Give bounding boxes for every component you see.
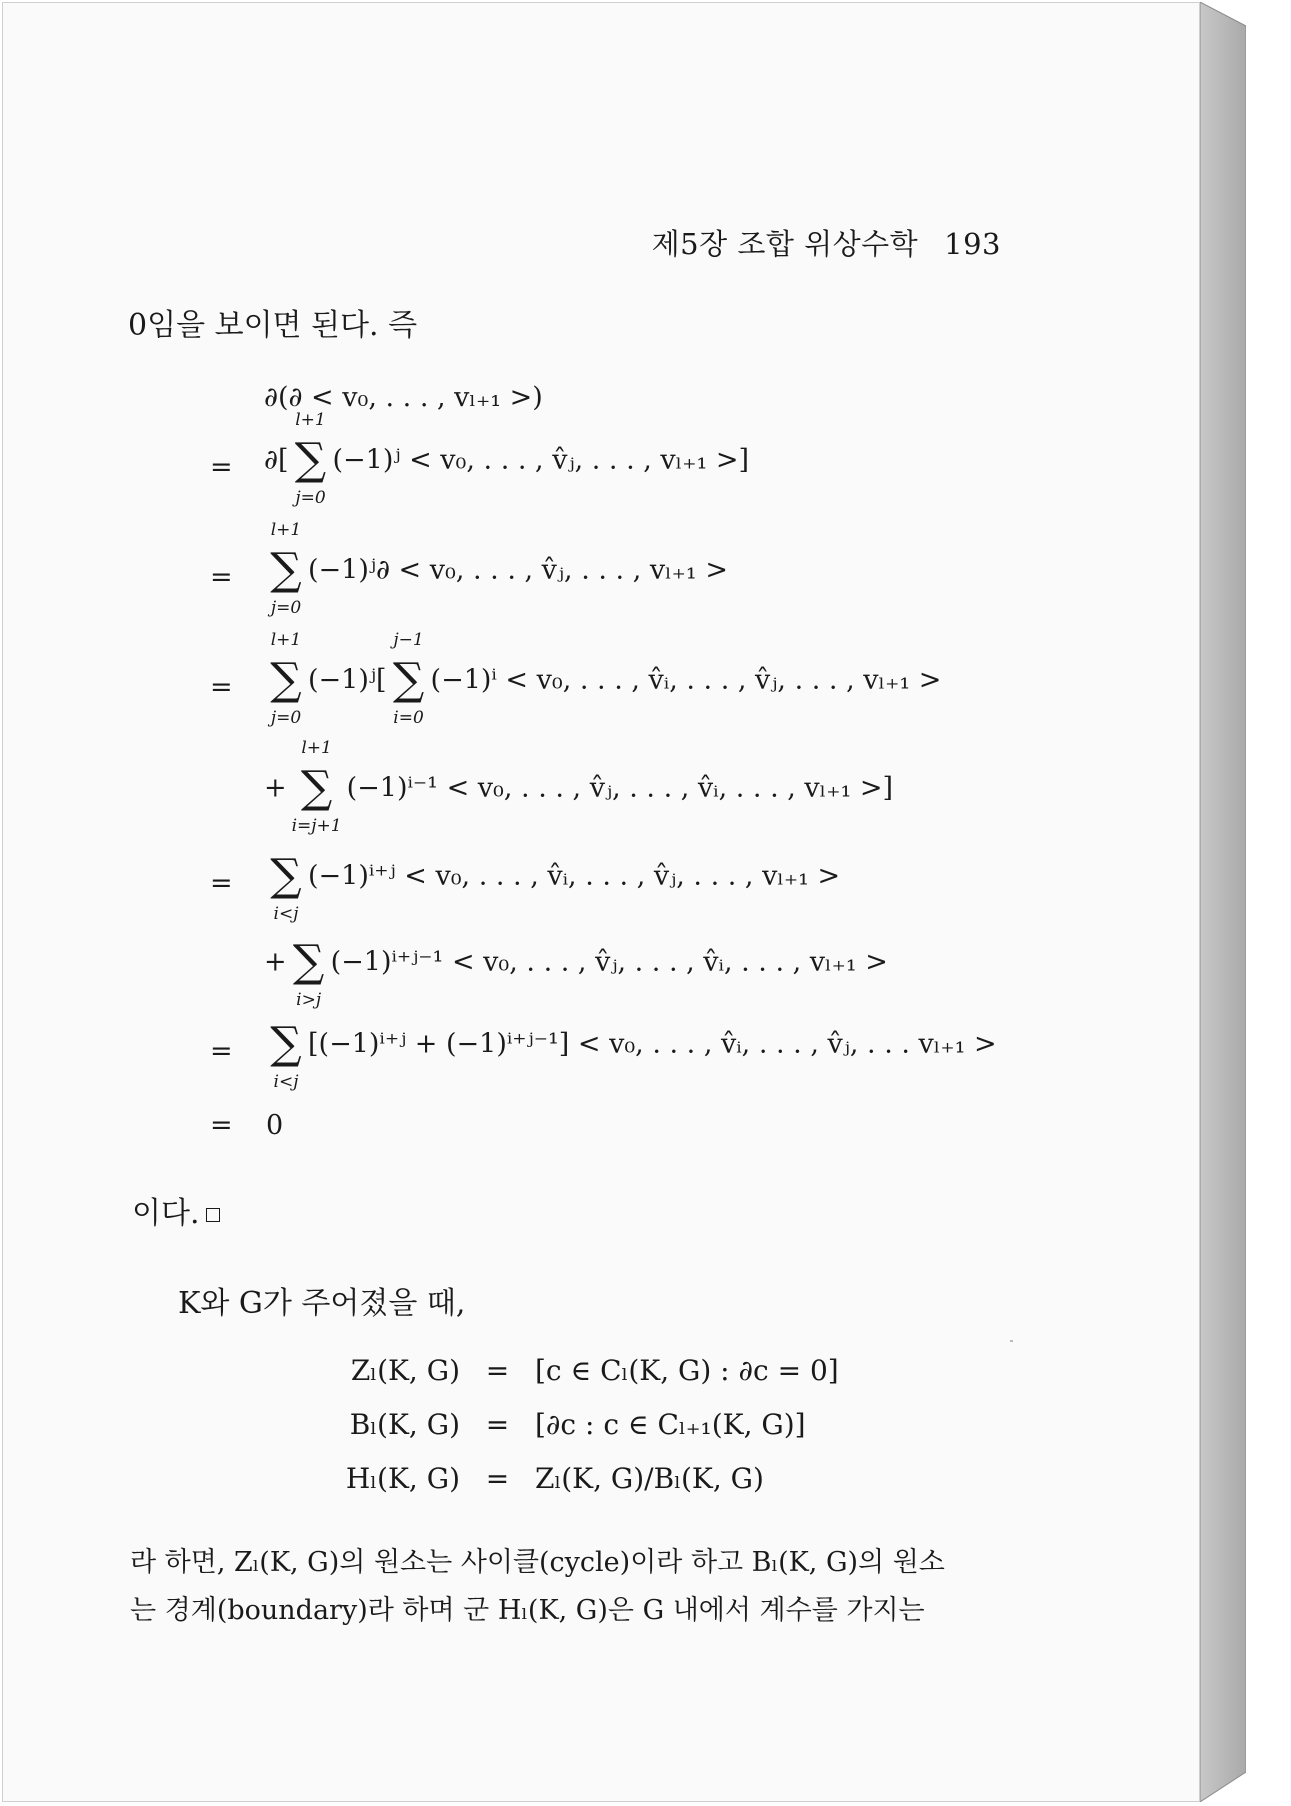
- sigma-symbol: ∑: [294, 434, 327, 485]
- qed-square-icon: [206, 1208, 220, 1222]
- derivation-line-6: [264, 936, 888, 1010]
- book-page: [2, 2, 1200, 1802]
- equals-sign-7: =: [210, 1036, 233, 1067]
- sum-lower-limit: i=0: [393, 708, 424, 728]
- paper-speck: [1010, 1340, 1013, 1342]
- line3-post: (−1)ⁱ < v₀, . . . , v̂ᵢ, . . . , v̂ⱼ, . . . , vₗ₊₁ >: [430, 664, 942, 696]
- line1-pre: ∂[: [264, 444, 289, 476]
- sum-upper-limit: l+1: [301, 738, 332, 758]
- line1-post: (−1)ʲ < v₀, . . . , v̂ⱼ, . . . , vₗ₊₁ >]: [332, 444, 750, 476]
- line2-post: (−1)ʲ∂ < v₀, . . . , v̂ⱼ, . . . , vₗ₊₁ >: [308, 554, 728, 586]
- sum-lower-limit: i<j: [273, 904, 299, 924]
- page-number: 193: [944, 227, 1001, 261]
- def-lhs: Bₗ(K, G): [349, 1408, 460, 1441]
- def-op: =: [485, 1462, 510, 1495]
- sigma-symbol: ∑: [270, 850, 302, 901]
- line7-post: [(−1)ⁱ⁺ʲ + (−1)ⁱ⁺ʲ⁻¹] < v₀, . . . , v̂ᵢ, . . . , v̂ⱼ, . . . vₗ₊₁ >: [308, 1028, 997, 1060]
- definition-row-b: [325, 1408, 806, 1441]
- def-rhs: Zₗ(K, G)/Bₗ(K, G): [535, 1462, 764, 1495]
- closing-line-2: 는 경계(boundary)라 하며 군 Hₗ(K, G)은 G 내에서 계수를 가지는: [130, 1595, 925, 1626]
- summation-1: [289, 410, 333, 508]
- summation-4: [287, 738, 347, 836]
- equals-sign-2: =: [210, 562, 233, 593]
- line3-mid: (−1)ʲ[: [308, 664, 387, 696]
- sum-upper-limit: l+1: [270, 520, 302, 540]
- def-op: =: [485, 1408, 510, 1441]
- chapter-title: 제5장 조합 위상수학: [651, 227, 919, 261]
- sigma-symbol: ∑: [270, 1018, 302, 1069]
- sigma-symbol: ∑: [392, 654, 425, 705]
- sum-upper-limit: j−1: [393, 630, 424, 650]
- line4-post: (−1)ⁱ⁻¹ < v₀, . . . , v̂ⱼ, . . . , v̂ᵢ, . . . , vₗ₊₁ >]: [346, 772, 894, 804]
- derivation-line-0: ∂(∂ < v₀, . . . , vₗ₊₁ >): [264, 382, 543, 413]
- sigma-symbol: ∑: [300, 762, 333, 813]
- given-text: K와 G가 주어졌을 때,: [178, 1286, 466, 1321]
- derivation-line-1: [264, 410, 750, 508]
- sigma-symbol: ∑: [270, 654, 302, 705]
- def-lhs: Hₗ(K, G): [345, 1462, 460, 1495]
- equals-sign-5: =: [210, 868, 233, 899]
- sum-lower-limit: i>j: [296, 990, 322, 1010]
- summation-6: [287, 936, 331, 1010]
- sum-lower-limit: j=0: [270, 598, 302, 618]
- conclusion-text: [132, 1188, 220, 1232]
- summation-5: [264, 850, 308, 924]
- intro-text: 0임을 보이면 된다. 즉: [128, 308, 418, 343]
- derivation-line-4: [264, 738, 894, 836]
- line4-pre: +: [264, 772, 287, 804]
- sum-lower-limit: j=0: [295, 488, 326, 508]
- equals-sign-1: =: [210, 452, 233, 483]
- def-rhs: [c ∈ Cₗ(K, G) : ∂c = 0]: [535, 1354, 839, 1387]
- sum-upper-limit: l+1: [270, 630, 302, 650]
- derivation-line-5: [264, 850, 841, 924]
- conclusion-label: 이다.: [132, 1196, 200, 1231]
- def-op: =: [485, 1354, 510, 1387]
- derivation-line-3: [264, 630, 942, 728]
- summation-2: [264, 520, 308, 618]
- equals-sign-8: =: [210, 1110, 233, 1141]
- derivation-line-7: [264, 1018, 997, 1092]
- sum-lower-limit: j=0: [270, 708, 302, 728]
- sum-upper-limit: l+1: [295, 410, 326, 430]
- summation-3a: [264, 630, 308, 728]
- closing-line-1: 라 하면, Zₗ(K, G)의 원소는 사이클(cycle)이라 하고 Bₗ(K, G)의 원소: [130, 1547, 945, 1578]
- line6-post: (−1)ⁱ⁺ʲ⁻¹ < v₀, . . . , v̂ⱼ, . . . , v̂ᵢ, . . . , vₗ₊₁ >: [330, 946, 888, 978]
- page-thickness-edge: [1200, 2, 1246, 1802]
- def-lhs: Zₗ(K, G): [350, 1354, 460, 1387]
- derivation-line-8: 0: [266, 1110, 284, 1141]
- sigma-symbol: ∑: [292, 936, 325, 987]
- derivation-line-2: [264, 520, 728, 618]
- line6-pre: +: [264, 946, 287, 978]
- sigma-symbol: ∑: [270, 544, 302, 595]
- sum-lower-limit: i<j: [273, 1072, 299, 1092]
- equals-sign-3: =: [210, 672, 233, 703]
- summation-3b: [387, 630, 431, 728]
- def-rhs: [∂c : c ∈ Cₗ₊₁(K, G)]: [535, 1408, 806, 1441]
- running-header: [652, 222, 1001, 263]
- summation-7: [264, 1018, 308, 1092]
- line5-post: (−1)ⁱ⁺ʲ < v₀, . . . , v̂ᵢ, . . . , v̂ⱼ, . . . , vₗ₊₁ >: [308, 860, 841, 892]
- definition-row-h: [325, 1462, 764, 1495]
- definition-row-z: [325, 1354, 839, 1387]
- sum-lower-limit: i=j+1: [291, 816, 342, 836]
